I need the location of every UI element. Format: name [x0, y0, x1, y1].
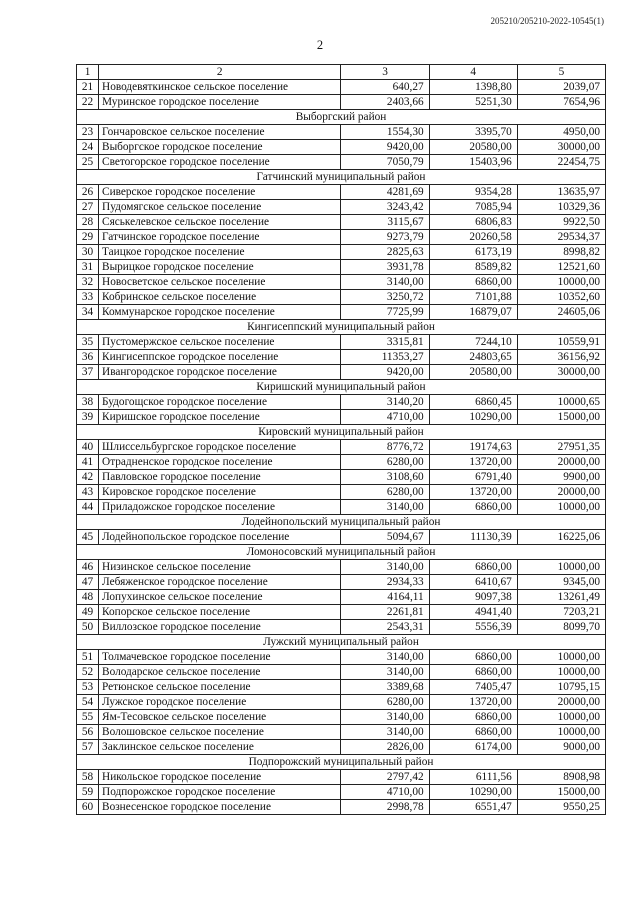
- value-col-4: 6860,45: [429, 395, 517, 410]
- settlement-name: Володарское сельское поселение: [99, 665, 341, 680]
- table-row: [77, 80, 606, 95]
- value-col-5: 10559,91: [517, 335, 605, 350]
- settlement-name: Никольское городское поселение: [99, 770, 341, 785]
- row-number: 30: [77, 245, 99, 260]
- column-header: 4: [429, 65, 517, 80]
- district-name: Кингисеппский муниципальный район: [77, 320, 606, 335]
- value-col-4: 20260,58: [429, 230, 517, 245]
- district-name: Гатчинский муниципальный район: [77, 170, 606, 185]
- value-col-5: 10000,00: [517, 275, 605, 290]
- value-col-5: 10000,00: [517, 500, 605, 515]
- value-col-4: 6860,00: [429, 650, 517, 665]
- value-col-4: 20580,00: [429, 140, 517, 155]
- value-col-3: 11353,27: [341, 350, 429, 365]
- value-col-4: 6860,00: [429, 560, 517, 575]
- value-col-3: 2998,78: [341, 800, 429, 815]
- value-col-3: 3140,00: [341, 275, 429, 290]
- settlement-name: Низинское сельское поселение: [99, 560, 341, 575]
- table-row: [77, 305, 606, 320]
- value-col-4: 15403,96: [429, 155, 517, 170]
- value-col-4: 5556,39: [429, 620, 517, 635]
- table-row: [77, 800, 606, 815]
- value-col-3: 9273,79: [341, 230, 429, 245]
- settlement-name: Ям-Тесовское сельское поселение: [99, 710, 341, 725]
- table-row: [77, 455, 606, 470]
- value-col-3: 3243,42: [341, 200, 429, 215]
- district-header-row: [77, 515, 606, 530]
- settlement-name: Гатчинское городское поселение: [99, 230, 341, 245]
- district-header-row: [77, 110, 606, 125]
- table-row: [77, 710, 606, 725]
- value-col-5: 10000,00: [517, 725, 605, 740]
- row-number: 44: [77, 500, 99, 515]
- value-col-5: 24605,06: [517, 305, 605, 320]
- column-header: 2: [99, 65, 341, 80]
- table-row: [77, 560, 606, 575]
- value-col-4: 9097,38: [429, 590, 517, 605]
- value-col-3: 3140,20: [341, 395, 429, 410]
- value-col-4: 16879,07: [429, 305, 517, 320]
- value-col-5: 22454,75: [517, 155, 605, 170]
- row-number: 21: [77, 80, 99, 95]
- value-col-5: 9922,50: [517, 215, 605, 230]
- value-col-4: 11130,39: [429, 530, 517, 545]
- settlement-name: Гончаровское сельское поселение: [99, 125, 341, 140]
- settlement-name: Таицкое городское поселение: [99, 245, 341, 260]
- value-col-4: 20580,00: [429, 365, 517, 380]
- row-number: 60: [77, 800, 99, 815]
- district-name: Выборгский район: [77, 110, 606, 125]
- row-number: 54: [77, 695, 99, 710]
- row-number: 23: [77, 125, 99, 140]
- row-number: 37: [77, 365, 99, 380]
- settlement-name: Ивангородское городское поселение: [99, 365, 341, 380]
- value-col-3: 7725,99: [341, 305, 429, 320]
- value-col-3: 6280,00: [341, 455, 429, 470]
- row-number: 29: [77, 230, 99, 245]
- table-row: [77, 785, 606, 800]
- value-col-5: 29534,37: [517, 230, 605, 245]
- column-header: 3: [341, 65, 429, 80]
- district-header-row: [77, 320, 606, 335]
- value-col-4: 10290,00: [429, 410, 517, 425]
- settlement-name: Сиверское городское поселение: [99, 185, 341, 200]
- value-col-4: 7405,47: [429, 680, 517, 695]
- value-col-4: 13720,00: [429, 485, 517, 500]
- value-col-5: 8908,98: [517, 770, 605, 785]
- value-col-3: 3389,68: [341, 680, 429, 695]
- settlement-name: Заклинское сельское поселение: [99, 740, 341, 755]
- table-row: [77, 695, 606, 710]
- table-row: [77, 740, 606, 755]
- row-number: 57: [77, 740, 99, 755]
- value-col-5: 8099,70: [517, 620, 605, 635]
- settlement-name: Копорское сельское поселение: [99, 605, 341, 620]
- settlement-name: Пустомержское сельское поселение: [99, 335, 341, 350]
- value-col-3: 9420,00: [341, 140, 429, 155]
- settlement-name: Будогощское городское поселение: [99, 395, 341, 410]
- table-row: [77, 665, 606, 680]
- value-col-5: 20000,00: [517, 695, 605, 710]
- table-row: [77, 350, 606, 365]
- settlement-name: Вознесенское городское поселение: [99, 800, 341, 815]
- value-col-4: 19174,63: [429, 440, 517, 455]
- value-col-5: 10329,36: [517, 200, 605, 215]
- value-col-5: 10000,65: [517, 395, 605, 410]
- row-number: 27: [77, 200, 99, 215]
- value-col-4: 6806,83: [429, 215, 517, 230]
- value-col-5: 2039,07: [517, 80, 605, 95]
- value-col-4: 9354,28: [429, 185, 517, 200]
- district-header-row: [77, 170, 606, 185]
- table-body: [77, 65, 606, 815]
- row-number: 22: [77, 95, 99, 110]
- value-col-4: 6860,00: [429, 500, 517, 515]
- value-col-4: 6860,00: [429, 710, 517, 725]
- row-number: 35: [77, 335, 99, 350]
- value-col-5: 10795,15: [517, 680, 605, 695]
- settlement-name: Волошовское сельское поселение: [99, 725, 341, 740]
- value-col-3: 8776,72: [341, 440, 429, 455]
- row-number: 36: [77, 350, 99, 365]
- settlement-name: Сяськелевское сельское поселение: [99, 215, 341, 230]
- value-col-3: 3140,00: [341, 650, 429, 665]
- district-header-row: [77, 635, 606, 650]
- row-number: 38: [77, 395, 99, 410]
- settlement-name: Отрадненское городское поселение: [99, 455, 341, 470]
- settlement-name: Кировское городское поселение: [99, 485, 341, 500]
- table-row: [77, 590, 606, 605]
- value-col-3: 5094,67: [341, 530, 429, 545]
- settlement-name: Пудомягское сельское поселение: [99, 200, 341, 215]
- settlement-name: Лопухинское сельское поселение: [99, 590, 341, 605]
- value-col-3: 6280,00: [341, 695, 429, 710]
- value-col-3: 9420,00: [341, 365, 429, 380]
- value-col-5: 27951,35: [517, 440, 605, 455]
- value-col-4: 6173,19: [429, 245, 517, 260]
- table-row: [77, 125, 606, 140]
- row-number: 24: [77, 140, 99, 155]
- row-number: 31: [77, 260, 99, 275]
- settlement-name: Виллозское городское поселение: [99, 620, 341, 635]
- settlement-name: Шлиссельбургское городское поселение: [99, 440, 341, 455]
- value-col-3: 2797,42: [341, 770, 429, 785]
- value-col-3: 3140,00: [341, 710, 429, 725]
- value-col-5: 10352,60: [517, 290, 605, 305]
- table-row: [77, 725, 606, 740]
- settlement-name: Коммунарское городское поселение: [99, 305, 341, 320]
- value-col-4: 6410,67: [429, 575, 517, 590]
- value-col-4: 10290,00: [429, 785, 517, 800]
- table-row: [77, 605, 606, 620]
- allocation-table: [76, 64, 606, 815]
- table-row: [77, 245, 606, 260]
- row-number: 39: [77, 410, 99, 425]
- value-col-3: 2826,00: [341, 740, 429, 755]
- row-number: 56: [77, 725, 99, 740]
- settlement-name: Толмачевское городское поселение: [99, 650, 341, 665]
- table-row: [77, 485, 606, 500]
- value-col-4: 6860,00: [429, 725, 517, 740]
- value-col-3: 2825,63: [341, 245, 429, 260]
- value-col-4: 6551,47: [429, 800, 517, 815]
- value-col-4: 3395,70: [429, 125, 517, 140]
- row-number: 34: [77, 305, 99, 320]
- table-row: [77, 230, 606, 245]
- value-col-3: 1554,30: [341, 125, 429, 140]
- table-row: [77, 440, 606, 455]
- value-col-3: 2403,66: [341, 95, 429, 110]
- value-col-5: 7654,96: [517, 95, 605, 110]
- value-col-3: 4710,00: [341, 410, 429, 425]
- row-number: 25: [77, 155, 99, 170]
- document-id: 205210/205210-2022-10545(1): [490, 16, 604, 26]
- table-row: [77, 650, 606, 665]
- value-col-4: 1398,80: [429, 80, 517, 95]
- value-col-5: 10000,00: [517, 665, 605, 680]
- row-number: 51: [77, 650, 99, 665]
- row-number: 47: [77, 575, 99, 590]
- row-number: 52: [77, 665, 99, 680]
- value-col-4: 5251,30: [429, 95, 517, 110]
- value-col-5: 36156,92: [517, 350, 605, 365]
- row-number: 26: [77, 185, 99, 200]
- value-col-5: 15000,00: [517, 785, 605, 800]
- value-col-4: 13720,00: [429, 455, 517, 470]
- value-col-5: 10000,00: [517, 710, 605, 725]
- table-row: [77, 335, 606, 350]
- settlement-name: Лужское городское поселение: [99, 695, 341, 710]
- row-number: 43: [77, 485, 99, 500]
- value-col-3: 640,27: [341, 80, 429, 95]
- value-col-3: 3108,60: [341, 470, 429, 485]
- value-col-3: 3250,72: [341, 290, 429, 305]
- row-number: 55: [77, 710, 99, 725]
- value-col-5: 12521,60: [517, 260, 605, 275]
- value-col-4: 8589,82: [429, 260, 517, 275]
- value-col-3: 6280,00: [341, 485, 429, 500]
- value-col-5: 16225,06: [517, 530, 605, 545]
- district-header-row: [77, 755, 606, 770]
- value-col-3: 3931,78: [341, 260, 429, 275]
- settlement-name: Лебяженское городское поселение: [99, 575, 341, 590]
- settlement-name: Новодевяткинское сельское поселение: [99, 80, 341, 95]
- table-row: [77, 395, 606, 410]
- district-header-row: [77, 545, 606, 560]
- table-row: [77, 155, 606, 170]
- table-row: [77, 770, 606, 785]
- row-number: 58: [77, 770, 99, 785]
- value-col-3: 3140,00: [341, 725, 429, 740]
- table-row: [77, 290, 606, 305]
- settlement-name: Ретюнское сельское поселение: [99, 680, 341, 695]
- district-header-row: [77, 380, 606, 395]
- row-number: 46: [77, 560, 99, 575]
- value-col-5: 9000,00: [517, 740, 605, 755]
- row-number: 59: [77, 785, 99, 800]
- settlement-name: Светогорское городское поселение: [99, 155, 341, 170]
- district-name: Киришский муниципальный район: [77, 380, 606, 395]
- table-row: [77, 275, 606, 290]
- row-number: 40: [77, 440, 99, 455]
- value-col-4: 24803,65: [429, 350, 517, 365]
- table-row: [77, 215, 606, 230]
- page-number: 2: [316, 38, 324, 52]
- district-name: Лодейнопольский муниципальный район: [77, 515, 606, 530]
- value-col-3: 2934,33: [341, 575, 429, 590]
- value-col-5: 9900,00: [517, 470, 605, 485]
- value-col-5: 8998,82: [517, 245, 605, 260]
- value-col-5: 13635,97: [517, 185, 605, 200]
- row-number: 49: [77, 605, 99, 620]
- value-col-5: 10000,00: [517, 650, 605, 665]
- table-row: [77, 680, 606, 695]
- value-col-4: 7085,94: [429, 200, 517, 215]
- value-col-3: 3115,67: [341, 215, 429, 230]
- settlement-name: Выборгское городское поселение: [99, 140, 341, 155]
- column-header: 5: [517, 65, 605, 80]
- district-name: Кировский муниципальный район: [77, 425, 606, 440]
- settlement-name: Киришское городское поселение: [99, 410, 341, 425]
- value-col-5: 30000,00: [517, 140, 605, 155]
- value-col-4: 6860,00: [429, 275, 517, 290]
- row-number: 33: [77, 290, 99, 305]
- value-col-5: 9550,25: [517, 800, 605, 815]
- value-col-3: 4281,69: [341, 185, 429, 200]
- value-col-3: 7050,79: [341, 155, 429, 170]
- row-number: 48: [77, 590, 99, 605]
- value-col-3: 3140,00: [341, 665, 429, 680]
- table-row: [77, 410, 606, 425]
- settlement-name: Кобринское сельское поселение: [99, 290, 341, 305]
- value-col-3: 3315,81: [341, 335, 429, 350]
- table-row: [77, 365, 606, 380]
- value-col-5: 20000,00: [517, 455, 605, 470]
- row-number: 45: [77, 530, 99, 545]
- settlement-name: Кингисеппское городское поселение: [99, 350, 341, 365]
- district-name: Подпорожский муниципальный район: [77, 755, 606, 770]
- value-col-3: 2261,81: [341, 605, 429, 620]
- district-name: Ломоносовский муниципальный район: [77, 545, 606, 560]
- row-number: 28: [77, 215, 99, 230]
- table-row: [77, 95, 606, 110]
- value-col-3: 3140,00: [341, 500, 429, 515]
- value-col-4: 4941,40: [429, 605, 517, 620]
- table-row: [77, 260, 606, 275]
- settlement-name: Вырицкое городское поселение: [99, 260, 341, 275]
- value-col-5: 13261,49: [517, 590, 605, 605]
- value-col-4: 7101,88: [429, 290, 517, 305]
- value-col-4: 6791,40: [429, 470, 517, 485]
- column-header: 1: [77, 65, 99, 80]
- table-row: [77, 575, 606, 590]
- value-col-4: 7244,10: [429, 335, 517, 350]
- value-col-4: 6111,56: [429, 770, 517, 785]
- table-row: [77, 185, 606, 200]
- column-header-row: [77, 65, 606, 80]
- table-row: [77, 620, 606, 635]
- value-col-4: 13720,00: [429, 695, 517, 710]
- value-col-5: 4950,00: [517, 125, 605, 140]
- value-col-5: 7203,21: [517, 605, 605, 620]
- settlement-name: Подпорожское городское поселение: [99, 785, 341, 800]
- value-col-3: 2543,31: [341, 620, 429, 635]
- value-col-3: 4164,11: [341, 590, 429, 605]
- value-col-5: 30000,00: [517, 365, 605, 380]
- settlement-name: Павловское городское поселение: [99, 470, 341, 485]
- table-row: [77, 200, 606, 215]
- value-col-3: 3140,00: [341, 560, 429, 575]
- row-number: 32: [77, 275, 99, 290]
- row-number: 53: [77, 680, 99, 695]
- settlement-name: Приладожское городское поселение: [99, 500, 341, 515]
- settlement-name: Муринское городское поселение: [99, 95, 341, 110]
- table-row: [77, 470, 606, 485]
- row-number: 42: [77, 470, 99, 485]
- district-name: Лужский муниципальный район: [77, 635, 606, 650]
- row-number: 50: [77, 620, 99, 635]
- settlement-name: Лодейнопольское городское поселение: [99, 530, 341, 545]
- value-col-4: 6860,00: [429, 665, 517, 680]
- row-number: 41: [77, 455, 99, 470]
- value-col-3: 4710,00: [341, 785, 429, 800]
- table-row: [77, 500, 606, 515]
- value-col-5: 15000,00: [517, 410, 605, 425]
- table-row: [77, 140, 606, 155]
- table-row: [77, 530, 606, 545]
- value-col-5: 20000,00: [517, 485, 605, 500]
- settlement-name: Новосветское сельское поселение: [99, 275, 341, 290]
- value-col-4: 6174,00: [429, 740, 517, 755]
- district-header-row: [77, 425, 606, 440]
- value-col-5: 10000,00: [517, 560, 605, 575]
- value-col-5: 9345,00: [517, 575, 605, 590]
